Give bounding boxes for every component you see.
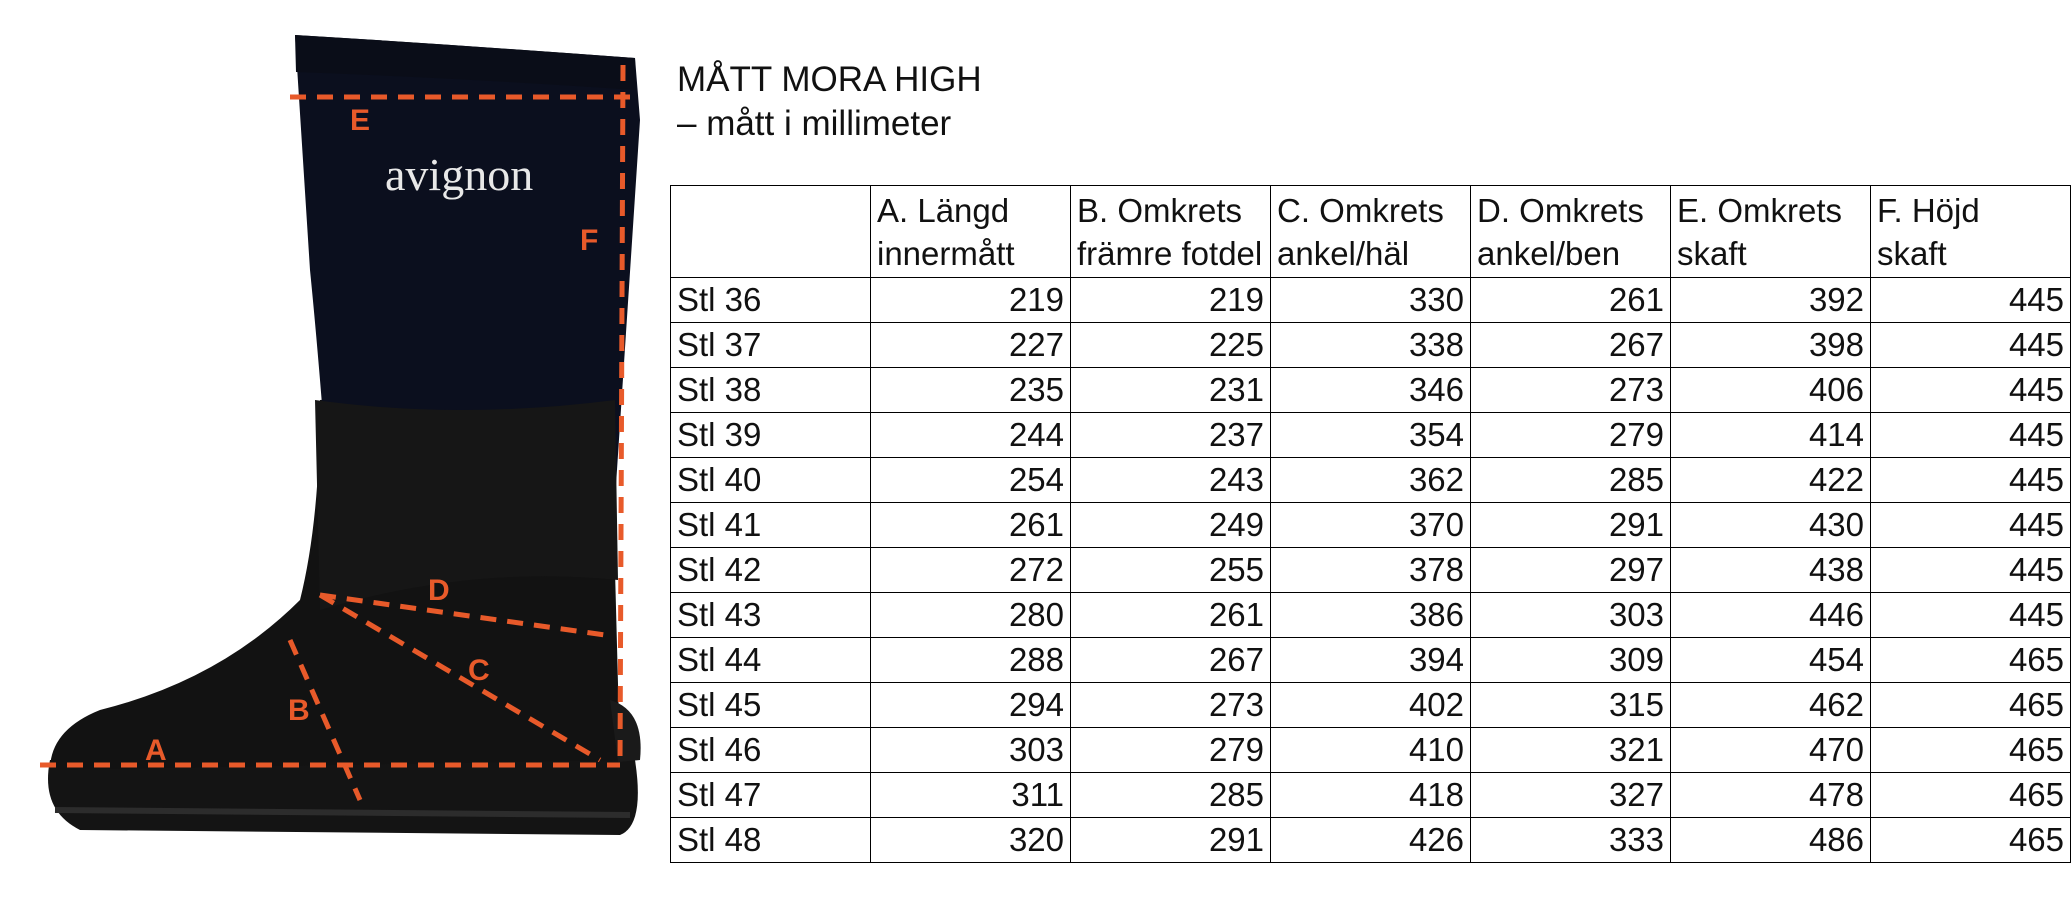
measurement-cell: 362	[1271, 458, 1471, 503]
column-header-line-2: skaft	[1877, 235, 1947, 272]
measurement-cell: 294	[871, 683, 1071, 728]
measurement-cell: 297	[1471, 548, 1671, 593]
measurement-cell: 370	[1271, 503, 1471, 548]
measurement-cell: 261	[1071, 593, 1271, 638]
table-row	[671, 323, 2071, 368]
column-header-line-1: B. Omkrets	[1077, 192, 1243, 229]
title-line-1: MÅTT MORA HIGH	[677, 60, 982, 99]
table-row	[671, 728, 2071, 773]
title-line-2: – mått i millimeter	[677, 104, 952, 143]
measurement-cell: 255	[1071, 548, 1271, 593]
size-cell: Stl 38	[671, 368, 871, 413]
measurement-cell: 394	[1271, 638, 1471, 683]
measurement-cell: 285	[1471, 458, 1671, 503]
measurement-cell: 227	[871, 323, 1071, 368]
measurement-cell: 321	[1471, 728, 1671, 773]
size-cell: Stl 40	[671, 458, 871, 503]
column-header	[1871, 186, 2071, 278]
measurement-cell: 445	[1871, 593, 2071, 638]
measurement-cell: 311	[871, 773, 1071, 818]
measurement-cell: 398	[1671, 323, 1871, 368]
measurement-cell: 445	[1871, 278, 2071, 323]
brand-logo: avignon	[385, 149, 534, 200]
measurement-cell: 462	[1671, 683, 1871, 728]
measurement-cell: 267	[1471, 323, 1671, 368]
measurement-cell: 445	[1871, 323, 2071, 368]
measurement-cell: 219	[1071, 278, 1271, 323]
measurement-cell: 327	[1471, 773, 1671, 818]
measurement-cell: 406	[1671, 368, 1871, 413]
measurement-cell: 333	[1471, 818, 1671, 863]
size-cell: Stl 39	[671, 413, 871, 458]
size-cell: Stl 36	[671, 278, 871, 323]
column-header-line-1: C. Omkrets	[1277, 192, 1444, 229]
table-row	[671, 368, 2071, 413]
column-header	[671, 186, 871, 278]
column-header-line-1: D. Omkrets	[1477, 192, 1644, 229]
measurement-cell: 285	[1071, 773, 1271, 818]
size-cell: Stl 45	[671, 683, 871, 728]
size-cell: Stl 37	[671, 323, 871, 368]
boot-illustration	[20, 20, 660, 890]
measurement-cell: 445	[1871, 458, 2071, 503]
table-row	[671, 773, 2071, 818]
measurement-cell: 430	[1671, 503, 1871, 548]
table-row	[671, 818, 2071, 863]
measurement-cell: 261	[871, 503, 1071, 548]
table-body	[671, 278, 2071, 863]
column-header	[1271, 186, 1471, 278]
measurement-cell: 414	[1671, 413, 1871, 458]
measurement-cell: 378	[1271, 548, 1471, 593]
measurement-cell: 446	[1671, 593, 1871, 638]
size-cell: Stl 48	[671, 818, 871, 863]
label-a: A	[145, 734, 167, 767]
size-cell: Stl 42	[671, 548, 871, 593]
measurement-cell: 445	[1871, 548, 2071, 593]
table-header-row	[671, 186, 2071, 278]
column-header-line-2: innermått	[877, 235, 1015, 272]
measurement-cell: 418	[1271, 773, 1471, 818]
size-table	[670, 185, 2071, 863]
measurement-cell: 486	[1671, 818, 1871, 863]
measurement-cell: 243	[1071, 458, 1271, 503]
boot-sole	[48, 760, 638, 835]
label-f: F	[580, 224, 599, 257]
column-header	[1471, 186, 1671, 278]
measurement-cell: 454	[1671, 638, 1871, 683]
measurement-cell: 288	[871, 638, 1071, 683]
measurement-cell: 438	[1671, 548, 1871, 593]
measurement-cell: 219	[871, 278, 1071, 323]
measurement-cell: 478	[1671, 773, 1871, 818]
measurement-cell: 445	[1871, 503, 2071, 548]
table-row	[671, 503, 2071, 548]
measurement-cell: 309	[1471, 638, 1671, 683]
measurement-cell: 465	[1871, 683, 2071, 728]
measurement-cell: 272	[871, 548, 1071, 593]
measurement-cell: 402	[1271, 683, 1471, 728]
table-row	[671, 413, 2071, 458]
column-header	[1071, 186, 1271, 278]
page-title	[677, 58, 982, 146]
column-header-line-1: A. Längd	[877, 192, 1010, 229]
measurement-cell: 422	[1671, 458, 1871, 503]
measurement-cell: 237	[1071, 413, 1271, 458]
size-cell: Stl 44	[671, 638, 871, 683]
table-row	[671, 548, 2071, 593]
measurement-cell: 291	[1471, 503, 1671, 548]
column-header-line-1: F. Höjd	[1877, 192, 1980, 229]
measurement-cell: 244	[871, 413, 1071, 458]
measurement-cell: 426	[1271, 818, 1471, 863]
measurement-cell: 279	[1071, 728, 1271, 773]
column-header-line-2: främre fotdel	[1077, 235, 1263, 272]
measurement-cell: 320	[871, 818, 1071, 863]
measurement-cell: 465	[1871, 638, 2071, 683]
column-header-line-2: ankel/ben	[1477, 235, 1621, 272]
measurement-cell: 231	[1071, 368, 1271, 413]
column-header-line-2: skaft	[1677, 235, 1747, 272]
measurement-cell: 303	[871, 728, 1071, 773]
table-row	[671, 278, 2071, 323]
measurement-cell: 465	[1871, 818, 2071, 863]
size-cell: Stl 43	[671, 593, 871, 638]
measurement-cell: 346	[1271, 368, 1471, 413]
column-header	[871, 186, 1071, 278]
measurement-cell: 280	[871, 593, 1071, 638]
measurement-cell: 225	[1071, 323, 1271, 368]
measurement-cell: 330	[1271, 278, 1471, 323]
measurement-cell: 315	[1471, 683, 1671, 728]
measurement-cell: 410	[1271, 728, 1471, 773]
measurement-cell: 249	[1071, 503, 1271, 548]
measurement-cell: 273	[1471, 368, 1671, 413]
label-b: B	[288, 694, 310, 727]
measurement-cell: 470	[1671, 728, 1871, 773]
label-c: C	[468, 654, 490, 687]
measurement-cell: 445	[1871, 413, 2071, 458]
size-cell: Stl 47	[671, 773, 871, 818]
measurement-cell: 465	[1871, 773, 2071, 818]
measurement-cell: 392	[1671, 278, 1871, 323]
measurement-cell: 354	[1271, 413, 1471, 458]
table-row	[671, 683, 2071, 728]
measurement-cell: 465	[1871, 728, 2071, 773]
measurement-cell: 303	[1471, 593, 1671, 638]
measurement-cell: 254	[871, 458, 1071, 503]
table-row	[671, 458, 2071, 503]
table-row	[671, 638, 2071, 683]
measurement-cell: 279	[1471, 413, 1671, 458]
label-d: D	[428, 574, 450, 607]
measurement-cell: 273	[1071, 683, 1271, 728]
table-row	[671, 593, 2071, 638]
column-header-line-2: ankel/häl	[1277, 235, 1410, 272]
measurement-cell: 235	[871, 368, 1071, 413]
size-cell: Stl 46	[671, 728, 871, 773]
measurement-cell: 445	[1871, 368, 2071, 413]
label-e: E	[350, 104, 371, 137]
measurement-cell: 261	[1471, 278, 1671, 323]
measurement-cell: 291	[1071, 818, 1271, 863]
measurement-cell: 386	[1271, 593, 1471, 638]
size-cell: Stl 41	[671, 503, 871, 548]
measurement-cell: 267	[1071, 638, 1271, 683]
column-header	[1671, 186, 1871, 278]
measurement-cell: 338	[1271, 323, 1471, 368]
column-header-line-1: E. Omkrets	[1677, 192, 1843, 229]
